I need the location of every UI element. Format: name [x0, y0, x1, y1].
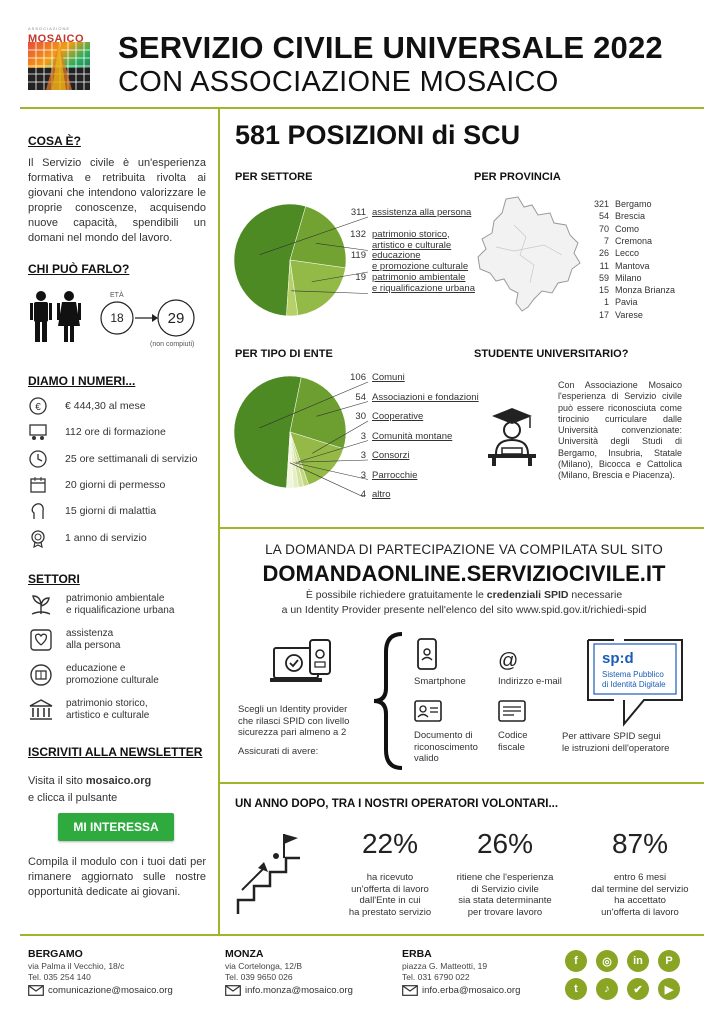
provincia-count: 321 [593, 199, 609, 209]
office-email: info.erba@mosaico.org [422, 985, 521, 996]
office-address: via Palma il Vecchio, 18/c [28, 961, 125, 971]
medal-icon [28, 528, 48, 548]
office-email: comunicazione@mosaico.org [48, 985, 173, 996]
assicurati-label: Assicurati di avere: [238, 746, 319, 757]
pie-legend-label: Cooperative [372, 411, 424, 422]
pie-legend-item [342, 489, 390, 500]
office-phone: Tel. 031 6790 022 [402, 972, 470, 982]
logo-subtitle: ASSOCIAZIONE [28, 26, 71, 31]
stat-percent: 26% [476, 828, 534, 859]
domanda-line1: LA DOMANDA DI PARTECIPAZIONE VA COMPILATA SUL SITO [265, 542, 663, 557]
clock-icon [28, 449, 48, 469]
newsletter-line1: Visita il sito mosaico.org [28, 775, 152, 787]
pie-legend-label-2: e promozione culturale [372, 261, 469, 272]
provincia-count: 70 [598, 223, 609, 234]
twitter-icon[interactable]: ✔ [627, 978, 649, 1000]
graduate-icon [480, 404, 544, 468]
linkedin-icon[interactable]: in [627, 950, 649, 972]
id-document-icon [414, 700, 442, 722]
office-city: ERBA [402, 948, 432, 960]
stat-percent: 22% [361, 828, 419, 859]
provincia-row [585, 223, 639, 235]
pie-legend-label: educazione [372, 250, 421, 261]
curly-brace [372, 632, 406, 770]
pie-legend-label: Comuni [372, 372, 405, 383]
envelope-icon [402, 985, 418, 996]
numeri-item-text: € 444,30 al mese [65, 400, 146, 412]
newsletter-site[interactable]: mosaico.org [85, 775, 152, 787]
provincia-count: 26 [598, 248, 609, 259]
pie-legend-value: 106 [350, 372, 366, 383]
stat-percent: 87% [611, 828, 669, 859]
numeri-item-text: 25 ore settimanali di servizio [65, 452, 198, 465]
settori-item [28, 627, 120, 653]
numeri-item [28, 448, 197, 470]
pie-legend-value: 3 [360, 469, 366, 481]
provincia-count: 54 [598, 211, 609, 222]
numeri-item [28, 500, 156, 522]
smartphone-label: Smartphone [414, 676, 466, 687]
settori-item-text: assistenza alla persona [66, 628, 121, 651]
office-phone: Tel. 035 254 140 [28, 972, 91, 982]
education-icon [28, 662, 54, 688]
training-icon [28, 422, 48, 442]
section-divider-domanda [218, 527, 704, 529]
settori-item-text: patrimonio storico, artistico e culturale [66, 698, 150, 721]
provincia-count: 1 [603, 297, 609, 308]
domanda-line3: È possibile richiedere gratuitamente le credenziali SPID necessarie [305, 589, 623, 601]
email-at-icon: @ [498, 650, 519, 672]
care-icon [28, 627, 54, 653]
eta-label: ETÀ [110, 292, 124, 299]
pie-legend-label: altro [372, 489, 391, 500]
settori-item [28, 697, 149, 723]
lombardia-map [474, 195, 584, 313]
provincia-name: Cremona [615, 235, 653, 246]
age-max: 29 [167, 310, 185, 327]
pie-legend-label-2: artistico e culturale [372, 239, 452, 251]
numeri-item-text: 15 giorni di malattia [65, 505, 157, 518]
provincia-row [585, 198, 652, 210]
youtube-icon[interactable]: ▶ [658, 978, 680, 1000]
pie-legend-label: patrimonio ambientale [372, 271, 466, 283]
pie-legend-value: 30 [355, 411, 366, 422]
stat-text: ritiene che l'esperienza di Servizio civile sia stata determinante per trovare lavoro [456, 872, 554, 918]
chi-title: CHI PUÒ FARLO? [28, 262, 130, 276]
office-email-link[interactable] [225, 985, 353, 996]
documento-label: Documento di riconoscimento valido [414, 730, 478, 764]
museum-icon [28, 697, 54, 723]
age-min: 18 [110, 311, 124, 325]
settori-title: SETTORI [28, 572, 80, 586]
office-address: via Cortelonga, 12/B [225, 961, 303, 971]
spid-activation-text: Per attivare SPID segui le istruzioni dell'operatore [562, 731, 670, 754]
settore-title: PER SETTORE [235, 171, 313, 183]
smartphone-icon [416, 638, 438, 670]
numeri-item [28, 395, 146, 417]
newsletter-title: ISCRIVITI ALLA NEWSLETTER [28, 745, 203, 759]
pie-legend-value: 119 [350, 250, 366, 261]
page-title: SERVIZIO CIVILE UNIVERSALE 2022 [118, 30, 663, 65]
svg-text:€: € [35, 402, 41, 413]
provincia-name: Varese [615, 309, 643, 320]
provincia-row [585, 247, 639, 259]
cosa-text: Il Servizio civile è un'esperienza formativa e retribuita rivolta ai giovani che intendono valorizzare le proprie conoscenze, acquisendo nuove capacità, spendibili un domani nel mondo del lavoro. [28, 157, 206, 244]
provincia-row [585, 309, 643, 321]
pie-legend-item [342, 272, 475, 294]
pie-legend-label: patrimonio storico, [372, 228, 450, 240]
pie-legend-value: 54 [355, 391, 366, 403]
pie-legend-item [342, 207, 471, 218]
provincia-row [585, 296, 638, 308]
logo-wordmark: MOSAICO [28, 33, 85, 45]
pie-legend-label: Parrocchie [372, 469, 418, 481]
stat-text: ha ricevuto un'offerta di lavoro dall'Ente in cui ha prestato servizio [348, 872, 432, 918]
office-email-link[interactable] [28, 985, 173, 996]
settori-item [28, 592, 174, 618]
pie-legend-label: Comunità montane [372, 430, 453, 442]
office-address: piazza G. Matteotti, 19 [402, 961, 488, 971]
office-city: BERGAMO [28, 948, 83, 960]
pie-legend-value: 4 [360, 489, 366, 500]
studente-text: Con Associazione Mosaico l'esperienza di Servizio civile può essere riconosciuta come tirocinio curriculare dalle Università convenzionate: Università degli Studi di Bergamo, Insubria, Statale (Milano), Bicocca e Cattolica (Milano, Brescia e Piacenza). [558, 380, 682, 481]
facebook-icon[interactable]: f [565, 950, 587, 972]
provincia-name: Bergamo [615, 199, 652, 209]
domanda-site-link[interactable]: DOMANDAONLINE.SERVIZIOCIVILE.IT [262, 561, 666, 586]
settori-item-text: patrimonio ambientale e riqualificazione urbana [66, 593, 175, 616]
pie-legend-item [342, 470, 417, 481]
mi-interessa-button[interactable]: MI INTERESSA [58, 813, 174, 841]
provincia-name: Pavia [615, 297, 638, 308]
numeri-title: DIAMO I NUMERI... [28, 374, 136, 388]
stats-title: UN ANNO DOPO, TRA I NOSTRI OPERATORI VOLONTARI... [235, 798, 559, 810]
posizioni-title: 581 POSIZIONI di SCU [235, 120, 521, 150]
pie-legend-item [342, 392, 479, 403]
stat-text: entro 6 mesi dal termine del servizio ha accettato un'offerta di lavoro [591, 872, 689, 918]
cosa-title: COSA È? [28, 134, 81, 148]
spid-logo-text: sp:d [602, 650, 634, 667]
provincia-row [585, 272, 642, 284]
envelope-icon [28, 985, 44, 996]
sick-icon [28, 501, 48, 521]
section-divider-stats [218, 782, 704, 784]
provincia-name: Como [615, 223, 640, 234]
numeri-item [28, 527, 147, 549]
tumblr-icon[interactable]: t [565, 978, 587, 1000]
provincia-name: Mantova [615, 260, 650, 271]
pie-legend-label: Associazioni e fondazioni [372, 391, 479, 403]
numeri-item-text: 1 anno di servizio [65, 531, 147, 544]
provincia-count: 59 [598, 272, 609, 283]
provincia-row [585, 260, 650, 272]
codice-label: Codice fiscale [498, 730, 528, 753]
email-label: Indirizzo e-mail [498, 676, 562, 687]
codice-fiscale-icon [498, 700, 526, 722]
pie-legend-value: 132 [350, 228, 366, 240]
studente-title: STUDENTE UNIVERSITARIO? [474, 348, 629, 360]
newsletter-line2: e clicca il pulsante [28, 792, 118, 804]
provincia-row [585, 284, 675, 296]
pinterest-icon[interactable]: P [658, 950, 680, 972]
pie-legend-label-2: e riqualificazione urbana [372, 282, 475, 294]
pie-legend-item [342, 250, 468, 272]
age-note: (non compiuti) [150, 341, 195, 348]
pie-legend-item [342, 372, 405, 383]
money-icon [28, 396, 48, 416]
ente-title: PER TIPO DI ENTE [235, 348, 333, 360]
numeri-item [28, 474, 165, 496]
pie-legend-item [342, 450, 410, 461]
page-subtitle: CON ASSOCIAZIONE MOSAICO [118, 66, 559, 98]
pie-legend-value: 3 [360, 450, 366, 461]
provincia-name: Monza Brianza [615, 285, 676, 296]
settori-item-text: educazione e promozione culturale [66, 663, 159, 686]
provincia-count: 15 [598, 285, 609, 296]
provincia-count: 11 [599, 260, 609, 271]
pie-legend-value: 19 [355, 271, 366, 283]
domanda-line4: a un Identity Provider presente nell'elenco del sito www.spid.gov.it/richiedi-spid [281, 604, 647, 616]
office-city: MONZA [225, 948, 264, 960]
numeri-item [28, 421, 166, 443]
envelope-icon [225, 985, 241, 996]
pie-legend-label: assistenza alla persona [372, 207, 472, 218]
office-phone: Tel. 039 9650 026 [225, 972, 293, 982]
newsletter-text: Compila il modulo con i tuoi dati per rimanere aggiornato sulle nostre opportunità dedicate ai giovani. [28, 856, 206, 898]
young-people-icon [28, 290, 84, 344]
pie-legend-item [342, 431, 452, 442]
numeri-item-text: 20 giorni di permesso [65, 478, 166, 491]
provincia-row [585, 235, 652, 247]
provincia-row [585, 210, 645, 222]
tiktok-icon[interactable]: ♪ [596, 978, 618, 1000]
office-email-link[interactable] [402, 985, 520, 996]
pie-legend-label: Consorzi [372, 450, 410, 461]
pie-legend-value: 311 [350, 207, 366, 218]
office-email: info.monza@mosaico.org [245, 985, 353, 996]
pie-legend-item [342, 411, 423, 422]
spid-logo-subtitle: Sistema Pubblico di Identità Digitale [602, 670, 666, 689]
instagram-icon[interactable]: ◎ [596, 950, 618, 972]
provincia-title: PER PROVINCIA [474, 171, 561, 183]
provincia-name: Milano [615, 272, 642, 283]
career-stairs-icon [236, 830, 302, 916]
provincia-count: 17 [598, 309, 609, 320]
plant-icon [28, 592, 54, 618]
header-divider [20, 107, 704, 109]
footer-divider [20, 934, 704, 936]
pie-legend-item [342, 229, 451, 251]
pie-slice [290, 260, 345, 315]
domanda-left-text: Scegli un Identity provider che rilasci SPID con livello sicurezza pari almeno a 2 [238, 704, 350, 738]
laptop-phone-icon [270, 638, 334, 696]
provincia-name: Lecco [615, 248, 640, 259]
provincia-count: 7 [603, 235, 609, 246]
pie-legend-value: 3 [360, 430, 366, 442]
numeri-item-text: 112 ore di formazione [65, 426, 166, 439]
column-divider [218, 109, 220, 934]
provincia-name: Brescia [615, 211, 646, 222]
calendar-icon [28, 475, 48, 495]
settori-item [28, 662, 159, 688]
